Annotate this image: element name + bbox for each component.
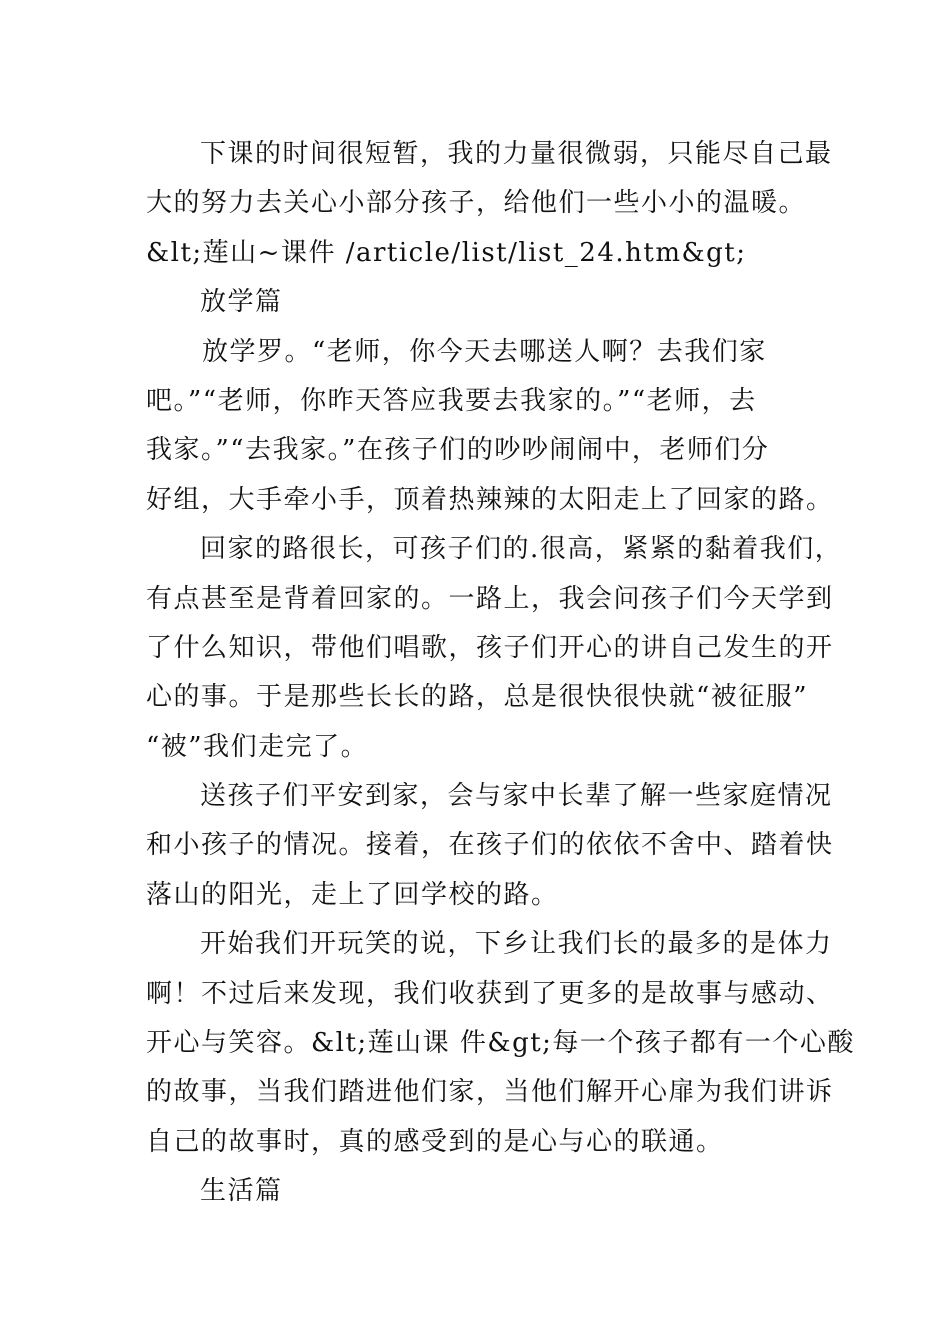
paragraph-sending-home — [146, 772, 834, 920]
text-line: 吧。”“老师，你昨天答应我要去我家的。”“老师，去 — [146, 385, 757, 416]
text-line: 有点甚至是背着回家的。一路上，我会问孩子们今天学到 — [146, 583, 834, 614]
text-line: 回家的路很长，可孩子们的.很高，紧紧的黏着我们， — [200, 534, 843, 565]
text-line: 和小孩子的情况。接着，在孩子们的依依不舍中、踏着快 — [146, 830, 834, 861]
text-line: 开心与笑容。&lt;莲山课 件&gt;每一个孩子都有一个心酸 — [146, 1028, 855, 1059]
text-line: 大的努力去关心小部分孩子，给他们一些小小的温暖。 — [146, 188, 807, 219]
section-heading-after-school: 放学篇 — [200, 287, 283, 318]
text-line: 自己的故事时，真的感受到的是心与心的联通。 — [146, 1126, 724, 1157]
paragraph-recess — [146, 130, 833, 278]
text-line: 送孩子们平安到家，会与家中长辈了解一些家庭情况 — [200, 781, 833, 812]
text-line: 开始我们开玩笑的说，下乡让我们长的最多的是体力 — [200, 929, 833, 960]
text-line: 我家。”“去我家。”在孩子们的吵吵闹闹中，老师们分 — [146, 435, 770, 466]
paragraph-after-school — [146, 328, 834, 526]
text-line: “被”我们走完了。 — [146, 731, 369, 762]
paragraph-way-home — [146, 525, 843, 772]
paragraph-reflection — [146, 920, 855, 1167]
text-line: 啊！不过后来发现，我们收获到了更多的是故事与感动、 — [146, 978, 834, 1009]
text-line: 放学罗。“老师，你今天去哪送人啊？去我们家 — [202, 336, 767, 367]
document-body — [146, 130, 855, 1217]
text-line: &lt;莲山~课件 /article/list/list_24.htm&gt; — [146, 237, 747, 268]
text-line: 的故事，当我们踏进他们家，当他们解开心扉为我们讲诉 — [146, 1077, 834, 1108]
text-line: 了什么知识，带他们唱歌，孩子们开心的讲自己发生的开 — [146, 632, 834, 663]
text-line: 好组，大手牵小手，顶着热辣辣的太阳走上了回家的路。 — [146, 484, 834, 515]
text-line: 落山的阳光，走上了回学校的路。 — [146, 879, 559, 910]
section-heading-life: 生活篇 — [200, 1176, 283, 1207]
text-line: 心的事。于是那些长长的路，总是很快很快就“被征服” — [146, 682, 809, 713]
text-line: 下课的时间很短暂，我的力量很微弱，只能尽自己最 — [200, 139, 833, 169]
